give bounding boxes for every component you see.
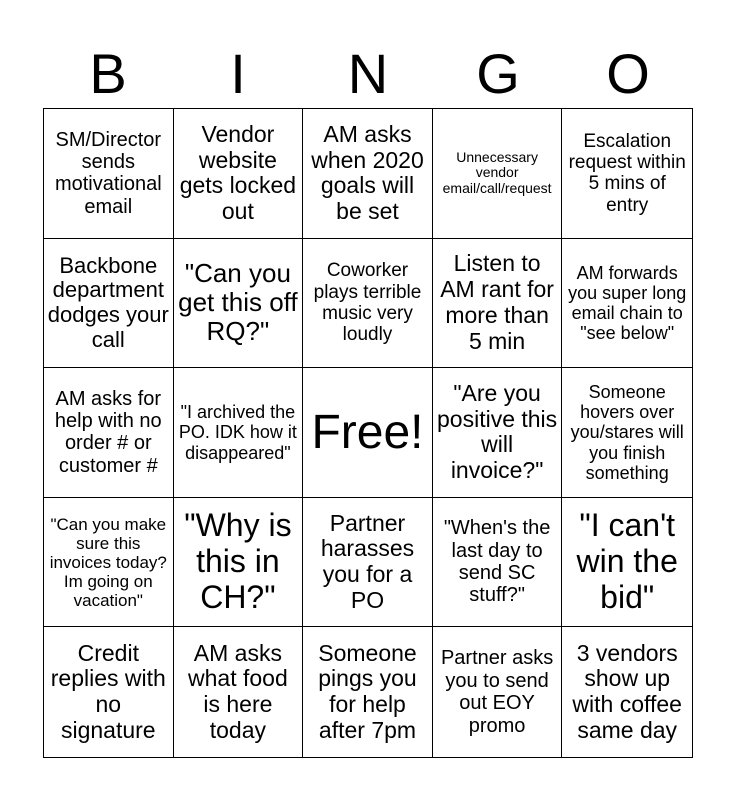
header-letter-i: I — [230, 42, 246, 105]
bingo-cell[interactable]: Escalation request within 5 mins of entry — [562, 109, 692, 239]
bingo-cell[interactable]: Listen to AM rant for more than 5 min — [433, 239, 563, 369]
bingo-board — [43, 108, 693, 758]
bingo-cell[interactable]: "I can't win the bid" — [562, 498, 692, 628]
bingo-cell[interactable]: Credit replies with no signature — [44, 627, 174, 757]
bingo-cell[interactable]: AM asks what food is here today — [174, 627, 304, 757]
bingo-cell[interactable]: AM forwards you super long email chain to "see below" — [562, 239, 692, 369]
bingo-header — [43, 40, 693, 108]
header-letter-g: G — [476, 42, 520, 105]
bingo-cell[interactable]: "Why is this in CH?" — [174, 498, 304, 628]
header-letter-o: O — [606, 42, 650, 105]
free-space[interactable]: Free! — [303, 368, 433, 498]
bingo-cell[interactable]: Partner asks you to send out EOY promo — [433, 627, 563, 757]
bingo-cell[interactable]: Someone hovers over you/stares will you finish something — [562, 368, 692, 498]
bingo-cell[interactable]: "Are you positive this will invoice?" — [433, 368, 563, 498]
bingo-cell[interactable]: "I archived the PO. IDK how it disappeared" — [174, 368, 304, 498]
bingo-cell[interactable]: Someone pings you for help after 7pm — [303, 627, 433, 757]
bingo-cell[interactable]: Backbone department dodges your call — [44, 239, 174, 369]
bingo-cell[interactable]: "Can you get this off RQ?" — [174, 239, 304, 369]
bingo-cell[interactable]: AM asks when 2020 goals will be set — [303, 109, 433, 239]
bingo-cell[interactable]: Coworker plays terrible music very loudly — [303, 239, 433, 369]
header-letter-b: B — [89, 42, 127, 105]
bingo-cell[interactable]: Unnecessary vendor email/call/request — [433, 109, 563, 239]
bingo-cell[interactable]: "Can you make sure this invoices today? Im going on vacation" — [44, 498, 174, 628]
header-letter-n: N — [347, 42, 389, 105]
bingo-cell[interactable]: Vendor website gets locked out — [174, 109, 304, 239]
bingo-cell[interactable]: Partner harasses you for a PO — [303, 498, 433, 628]
bingo-cell[interactable]: SM/Director sends motivational email — [44, 109, 174, 239]
bingo-cell[interactable]: 3 vendors show up with coffee same day — [572, 639, 682, 743]
bingo-cell[interactable]: "When's the last day to send SC stuff?" — [433, 498, 563, 628]
bingo-cell[interactable]: AM asks for help with no order # or customer # — [44, 368, 174, 498]
